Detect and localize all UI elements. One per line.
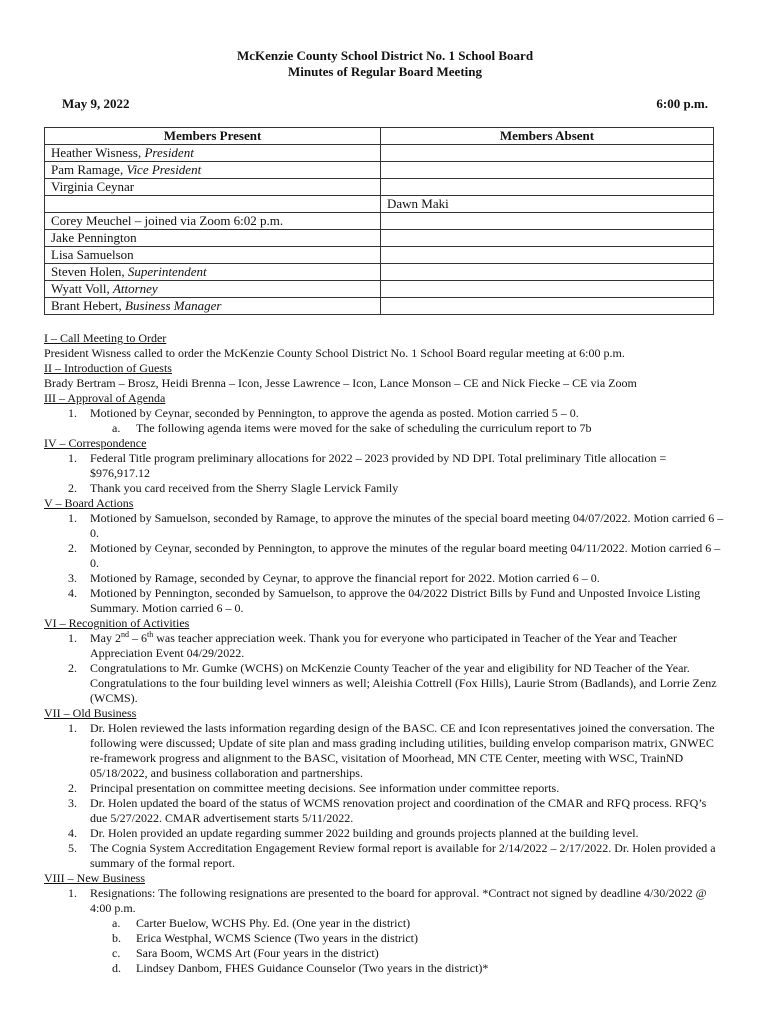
member-name: Wyatt Voll xyxy=(51,281,107,296)
list-item-text: Principal presentation on committee meeting decisions. See information under committee reports. xyxy=(90,781,560,795)
list-item-text: Motioned by Ceynar, seconded by Pennington, to approve the minutes of the regular board meeting 04/11/2022. Motion carried 6 – 0. xyxy=(90,541,721,570)
section-heading: VI – Recognition of Activities xyxy=(44,616,190,630)
list-item-text: Motioned by Ceynar, seconded by Pennington, to approve the agenda as posted. Motion carried 5 – 0. xyxy=(90,406,579,420)
present-cell: Jake Pennington xyxy=(45,230,381,247)
attendance-row xyxy=(45,213,714,230)
document-subtitle: Minutes of Regular Board Meeting xyxy=(287,64,483,79)
section-heading: III – Approval of Agenda xyxy=(44,391,166,405)
present-cell: Lisa Samuelson xyxy=(45,247,381,264)
list-item: 1. Federal Title program preliminary allocations for 2022 – 2023 provided by ND DPI. Total preliminary Title allocation = $976,917.12 xyxy=(68,451,667,480)
members-absent-header: Members Absent xyxy=(381,128,714,145)
attendance-row xyxy=(45,230,714,247)
attendance-table xyxy=(44,127,714,315)
section-heading: VIII – New Business xyxy=(44,871,145,885)
list-item: 3. Dr. Holen updated the board of the status of WCMS renovation project and coordination of the CMAR and RFQ process. RFQ’s due 5/27/2022. CMAR advertisement starts 5/11/2022. xyxy=(68,796,707,825)
meeting-time: 6:00 p.m. xyxy=(656,96,708,111)
section-heading: VII – Old Business xyxy=(44,706,137,720)
list-item: 1. Resignations: The following resignations are presented to the board for approval. *Contract not signed by deadline 4/30/2022 @ 4:00 p.m. xyxy=(68,886,707,915)
list-item-text: Congratulations to Mr. Gumke (WCHS) on McKenzie County Teacher of the year and eligibility for ND Teacher of the Year. Congratulations to the four building level winners as well; Aleishia Cottrell (Fox Hills), Laurie Strom (Badlands), and Lorrie Zenz (WCMS). xyxy=(90,661,717,705)
attendance-row xyxy=(45,298,714,315)
list-item: 1. Motioned by Ceynar, seconded by Pennington, to approve the agenda as posted. Motion carried 5 – 0. xyxy=(68,406,579,420)
list-item-text: Erica Westphal, WCMS Science (Two years in the district) xyxy=(136,931,419,945)
member-name: Brant Hebert xyxy=(51,298,119,313)
attendance-header-row xyxy=(45,128,714,145)
member-role: Attorney xyxy=(112,281,158,296)
list-item-text: Resignations: The following resignations are presented to the board for approval. *Contract not signed by deadline 4/30/2022 @ 4:00 p.m. xyxy=(90,886,707,915)
list-item-text: Lindsey Danbom, FHES Guidance Counselor (Two years in the district)* xyxy=(136,961,489,975)
list-item: 2. Motioned by Ceynar, seconded by Pennington, to approve the minutes of the regular board meeting 04/11/2022. Motion carried 6 – 0. xyxy=(68,541,721,570)
sub-list-item: b. Erica Westphal, WCMS Science (Two years in the district) xyxy=(112,931,419,945)
list-item-text: Federal Title program preliminary allocations for 2022 – 2023 provided by ND DPI. Total preliminary Title allocation = $976,917.12 xyxy=(90,451,667,480)
present-cell: Pam Ramage, Vice President xyxy=(45,162,381,179)
sub-list-item: a. The following agenda items were moved for the sake of scheduling the curriculum report to 7b xyxy=(112,421,592,435)
absent-cell xyxy=(381,162,714,179)
list-item-text: The Cognia System Accreditation Engagement Review formal report is available for 2/14/2022 – 2/17/2022. Dr. Holen provided a summary of the formal report. xyxy=(90,841,716,870)
section-heading: I – Call Meeting to Order xyxy=(44,331,167,345)
attendance-row xyxy=(45,281,714,298)
list-item: 5. The Cognia System Accreditation Engagement Review formal report is available for 2/14/2022 – 2/17/2022. Dr. Holen provided a summary of the formal report. xyxy=(68,841,716,870)
text-fragment: was teacher appreciation week. Thank you for everyone who participated in Teacher of the Year and Teacher Appreciation Event 04/29/2022. xyxy=(90,631,677,660)
attendance-row xyxy=(45,145,714,162)
sub-list-item: a. Carter Buelow, WCHS Phy. Ed. (One year in the district) xyxy=(112,916,411,930)
present-cell: Steven Holen, Superintendent xyxy=(45,264,381,281)
member-role: President xyxy=(144,145,194,160)
list-item-text: Dr. Holen reviewed the lasts information regarding design of the BASC. CE and Icon representatives joined the conversation. The following were discussed; Update of site plan and mass grading including utilities, building envelop comparison matrix, GNWEC re-framework progress and alignment to the BASC, visitation of Moorhead, MN CTE Center, meeting with WSC, TrainND 05/18/2022, and business collaboration and partnerships. xyxy=(90,721,715,780)
list-item: 2. Principal presentation on committee meeting decisions. See information under committee reports. xyxy=(68,781,560,795)
section-text: Brady Bertram – Brosz, Heidi Brenna – Icon, Jesse Lawrence – Icon, Lance Monson – CE and Nick Fiecke – CE via Zoom xyxy=(44,376,637,390)
list-item-text: Dr. Holen updated the board of the status of WCMS renovation project and coordination of the CMAR and RFQ process. RFQ’s due 5/27/2022. CMAR advertisement starts 5/11/2022. xyxy=(90,796,707,825)
absent-cell xyxy=(381,247,714,264)
section-heading: IV – Correspondence xyxy=(44,436,147,450)
text-fragment: May 2 xyxy=(90,631,121,645)
absent-cell xyxy=(381,264,714,281)
member-name: Steven Holen xyxy=(51,264,122,279)
list-item-text: Motioned by Samuelson, seconded by Ramage, to approve the minutes of the special board meeting 04/07/2022. Motion carried 6 – 0. xyxy=(90,511,724,540)
member-role: Business Manager xyxy=(125,298,222,313)
meeting-date: May 9, 2022 xyxy=(62,96,130,111)
list-item-text: Dr. Holen provided an update regarding summer 2022 building and grounds projects planned at the building level. xyxy=(90,826,639,840)
text-fragment: – 6 xyxy=(129,631,147,645)
absent-cell xyxy=(381,230,714,247)
minutes-body xyxy=(44,331,724,976)
present-cell xyxy=(45,179,381,196)
present-cell: Heather Wisness, President xyxy=(45,145,381,162)
superscript: th xyxy=(147,630,154,639)
list-item-text: Motioned by Ramage, seconded by Ceynar, to approve the financial report for 2022. Motion carried 6 – 0. xyxy=(90,571,600,585)
absent-cell xyxy=(381,213,714,230)
members-present-header: Members Present xyxy=(45,128,381,145)
member-name: Heather Wisness xyxy=(51,145,138,160)
attendance-row xyxy=(45,162,714,179)
attendance-row xyxy=(45,247,714,264)
absent-cell: Dawn Maki xyxy=(381,196,714,213)
attendance-row xyxy=(45,196,714,213)
present-cell: Brant Hebert, Business Manager xyxy=(45,298,381,315)
document-title: McKenzie County School District No. 1 School Board xyxy=(236,48,534,63)
present-cell: Corey Meuchel – joined via Zoom 6:02 p.m. xyxy=(45,213,381,230)
list-item-text: Thank you card received from the Sherry Slagle Lervick Family xyxy=(90,481,399,495)
list-item: 2. Thank you card received from the Sherry Slagle Lervick Family xyxy=(68,481,399,495)
attendance-row xyxy=(45,179,714,196)
present-cell xyxy=(45,196,381,213)
list-item: 1. Motioned by Samuelson, seconded by Ramage, to approve the minutes of the special board meeting 04/07/2022. Motion carried 6 – 0. xyxy=(68,511,724,540)
absent-cell xyxy=(381,145,714,162)
absent-cell xyxy=(381,281,714,298)
list-item: 2. Congratulations to Mr. Gumke (WCHS) on McKenzie County Teacher of the year and eligibility for ND Teacher of the Year. Congratulations to the four building level winners as well; Aleishia Cottrell (Fox Hills), Laurie Strom (Badlands), and Lorrie Zenz (WCMS). xyxy=(68,661,717,705)
section-heading: V – Board Actions xyxy=(44,496,134,510)
superscript: nd xyxy=(121,630,129,639)
list-item: 4. Dr. Holen provided an update regarding summer 2022 building and grounds projects planned at the building level. xyxy=(68,826,639,840)
present-cell: Wyatt Voll, Attorney xyxy=(45,281,381,298)
member-name: Pam Ramage xyxy=(51,162,120,177)
list-item-text xyxy=(90,631,677,660)
absent-cell xyxy=(381,179,714,196)
sub-list-item: c. Sara Boom, WCMS Art (Four years in the district) xyxy=(112,946,379,960)
attendance-row xyxy=(45,264,714,281)
section-heading: II – Introduction of Guests xyxy=(44,361,172,375)
list-item: 1. May 2nd – 6th was teacher appreciation week. Thank you for everyone who participated in Teacher of the Year and Teacher Appreciation Event 04/29/2022. xyxy=(68,630,677,660)
list-item: 3. Motioned by Ramage, seconded by Ceynar, to approve the financial report for 2022. Motion carried 6 – 0. xyxy=(68,571,600,585)
list-item-text: The following agenda items were moved for the sake of scheduling the curriculum report to 7b xyxy=(136,421,592,435)
member-role: Vice President xyxy=(126,162,202,177)
sub-list-item: d. Lindsey Danbom, FHES Guidance Counselor (Two years in the district)* xyxy=(112,961,489,975)
member-name: Virginia Ceynar xyxy=(51,179,135,194)
list-item-text: Sara Boom, WCMS Art (Four years in the district) xyxy=(136,946,379,960)
member-role: Superintendent xyxy=(127,264,207,279)
absent-cell xyxy=(381,298,714,315)
list-item-text: Carter Buelow, WCHS Phy. Ed. (One year in the district) xyxy=(136,916,411,930)
list-item: 1. Dr. Holen reviewed the lasts information regarding design of the BASC. CE and Icon representatives joined the conversation. The following were discussed; Update of site plan and mass grading including utilities, building envelop comparison matrix, GNWEC re-framework progress and alignment to the BASC, visitation of Moorhead, MN CTE Center, meeting with WSC, TrainND 05/18/2022, and business collaboration and partnerships. xyxy=(68,721,715,780)
list-item-text: Motioned by Pennington, seconded by Samuelson, to approve the 04/2022 District Bills by Fund and Unposted Invoice Listing Summary. Motion carried 6 – 0. xyxy=(90,586,701,615)
list-item: 4. Motioned by Pennington, seconded by Samuelson, to approve the 04/2022 District Bills by Fund and Unposted Invoice Listing Summary. Motion carried 6 – 0. xyxy=(68,586,701,615)
section-text: President Wisness called to order the McKenzie County School District No. 1 School Board regular meeting at 6:00 p.m. xyxy=(44,346,625,360)
